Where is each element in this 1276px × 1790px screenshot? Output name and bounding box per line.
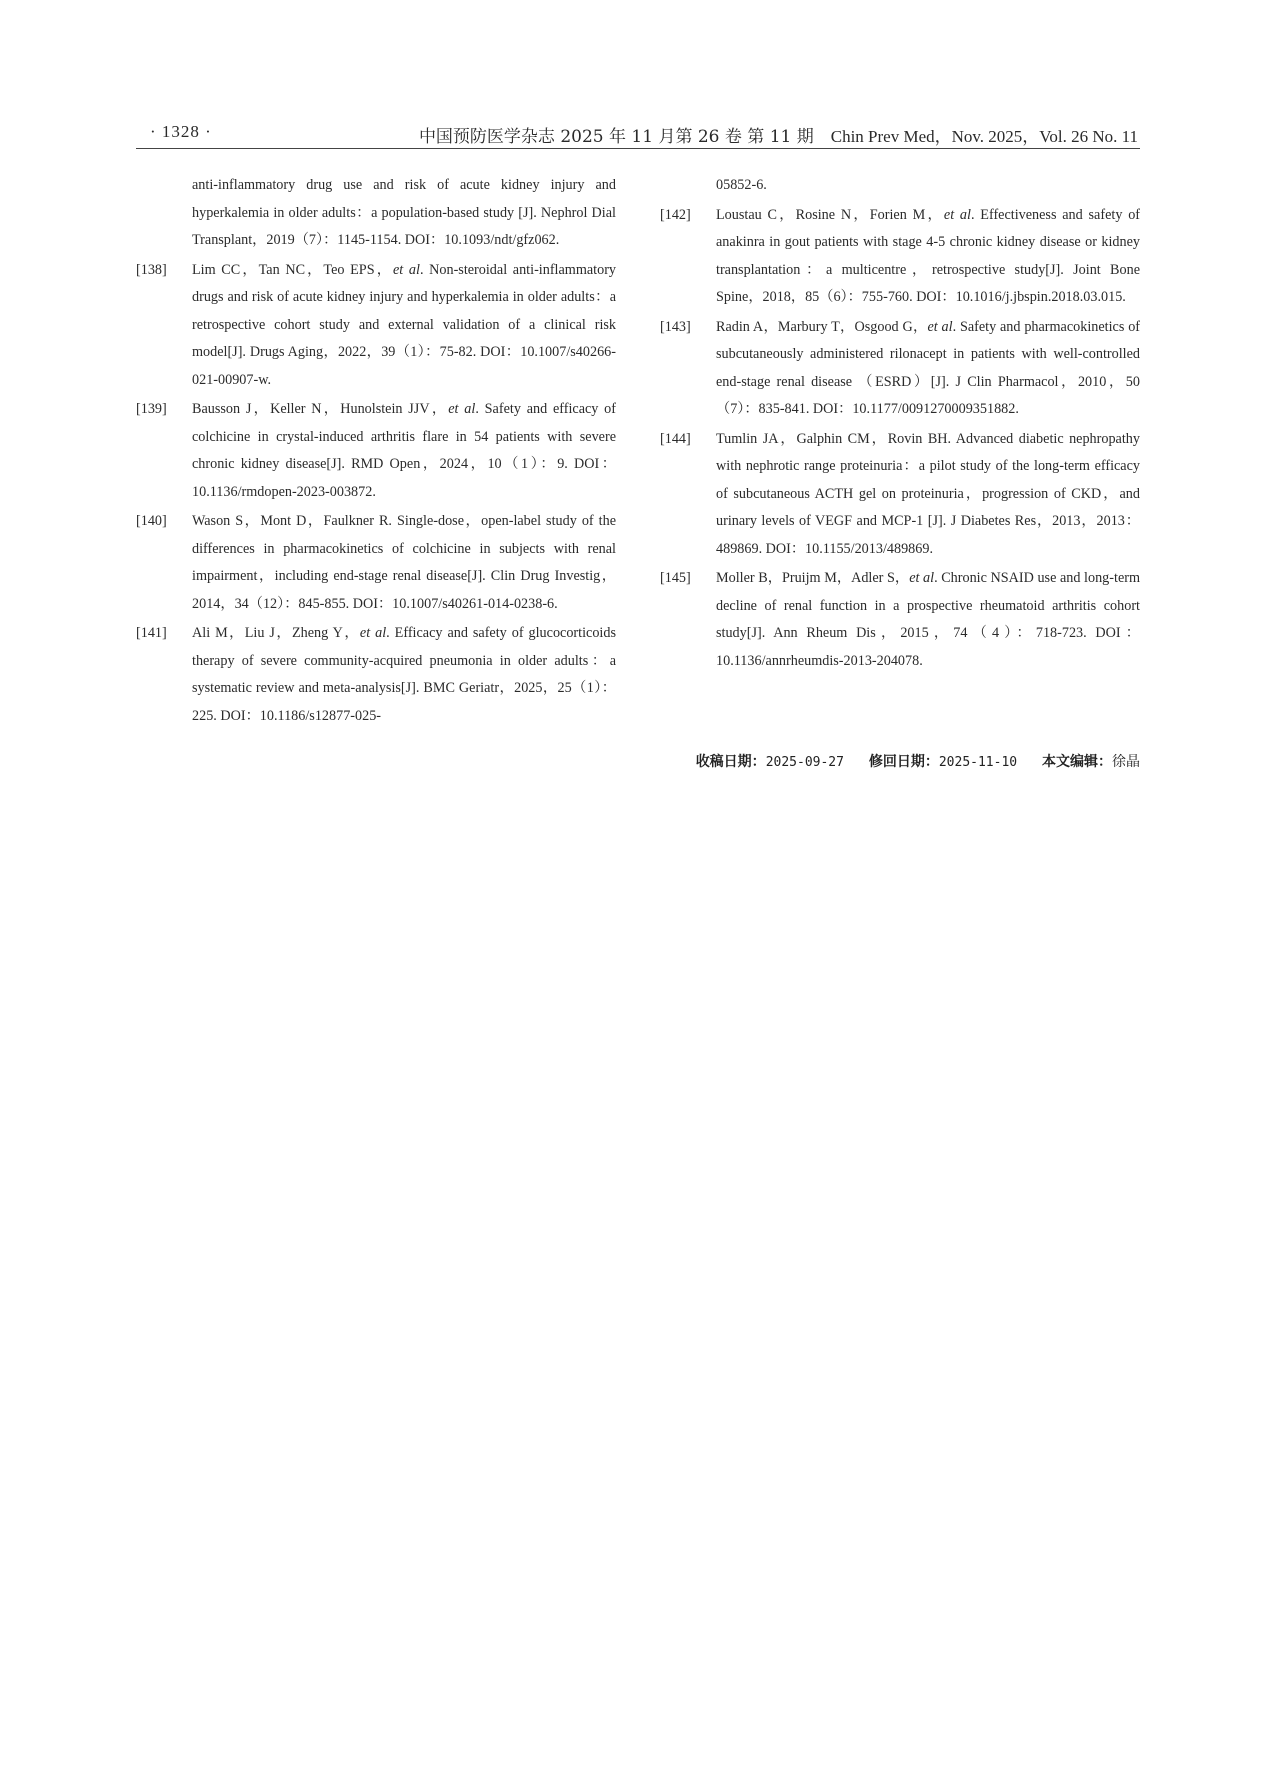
reference-text: Moller B，Pruijm M，Adler S，et al. Chronic NSAID use and long-term decline of renal function in a prospective rheumatoid arthritis cohort study[J]. Ann Rheum Dis，2015，74（4）：718-723. DOI：10.1136/annrheumdis-2013-204078. <box>716 570 1141 669</box>
reference-item <box>136 620 616 730</box>
reference-number: [144] <box>660 430 691 447</box>
reference-number: [138] <box>136 261 167 278</box>
reference-number: [142] <box>660 206 691 223</box>
editor-label: 本文编辑： <box>1042 754 1112 770</box>
reference-text: Ali M，Liu J，Zheng Y，et al. Efficacy and safety of glucocorticoids therapy of severe community-acquired pneumonia in older adults：a systematic review and meta-analysis[J]. BMC Geriatr，2025，25（1）：225. DOI：10.1186/s12877-025- <box>192 625 616 724</box>
reference-continuation: anti-inflammatory drug use and risk of acute kidney injury and hyperkalemia in older adults：a population-based study [J]. Nephrol Dial Transplant，2019（7）：1145-1154. DOI：10.1093/ndt/gfz062. <box>192 177 616 248</box>
reference-number: [143] <box>660 318 691 335</box>
reference-item <box>660 426 1140 564</box>
reference-item <box>136 396 616 506</box>
revised-date: 2025-11-10 <box>938 755 1018 770</box>
journal-name-en: Chin Prev Med，Nov. 2025，Vol. 26 No. 11 <box>830 127 1138 146</box>
reference-item <box>660 314 1140 424</box>
page-number: · 1328 · <box>150 122 212 141</box>
journal-name-zh: 中国预防医学杂志 2025 年 11 月第 26 卷 第 11 期 <box>418 127 814 147</box>
article-dates-footer <box>696 751 1140 771</box>
left-column <box>136 172 616 732</box>
reference-continuation: 05852-6. <box>716 177 767 193</box>
reference-number: [141] <box>136 625 167 641</box>
reference-item <box>136 508 616 618</box>
received-label: 收稿日期： <box>695 754 766 770</box>
reference-item <box>660 202 1140 312</box>
reference-text: Radin A，Marbury T，Osgood G，et al. Safety and pharmacokinetics of subcutaneously administered rilonacept in patients with well-controlled end-stage renal disease （ESRD）[J]. J Clin Pharmacol，2010，50（7）：835-841. DOI：10.1177/0091270009351882. <box>716 318 1141 417</box>
reference-text: Lim CC，Tan NC，Teo EPS，et al. Non-steroidal anti-inflammatory drugs and risk of acute kidney injury and hyperkalemia in older adults：a retrospective cohort study and external validation of a clinical risk model[J]. Drugs Aging，2022，39（1）：75-82. DOI：10.1007/s40266-021-00907-w. <box>192 261 617 388</box>
reference-number: [145] <box>660 570 691 586</box>
editor-name: 徐晶 <box>1112 754 1140 770</box>
reference-text: Bausson J，Keller N，Hunolstein JJV，et al. Safety and efficacy of colchicine in crystal-induced arthritis flare in 54 patients with severe chronic kidney disease[J]. RMD Open，2024，10（1）：9. DOI：10.1136/rmdopen-2023-003872. <box>192 401 616 500</box>
reference-item <box>660 565 1140 675</box>
journal-citation <box>419 122 1138 147</box>
reference-text: Tumlin JA，Galphin CM，Rovin BH. Advanced diabetic nephropathy with nephrotic range proteinuria：a pilot study of the long-term efficacy of subcutaneous ACTH gel on proteinuria，progression of CKD，and urinary levels of VEGF and MCP-1 [J]. J Diabetes Res，2013，2013：489869. DOI：10.1155/2013/489869. <box>716 430 1140 557</box>
revised-label: 修回日期： <box>868 754 939 770</box>
reference-item <box>136 257 616 395</box>
reference-text: Loustau C，Rosine N，Forien M，et al. Effectiveness and safety of anakinra in gout patients with stage 4-5 chronic kidney disease or kidney transplantation：a multicentre，retrospective study[J]. Joint Bone Spine，2018，85（6）：755-760. DOI：10.1016/j.jbspin.2018.03.015. <box>716 206 1141 305</box>
reference-number: [139] <box>136 401 167 417</box>
reference-text: Wason S，Mont D，Faulkner R. Single-dose，open-label study of the differences in pharmacokinetics of colchicine in subjects with renal impairment，including end-stage renal disease[J]. Clin Drug Investig，2014，34（12）：845-855. DOI：10.1007/s40261-014-0238-6. <box>192 513 616 612</box>
received-date: 2025-09-27 <box>765 755 844 770</box>
running-header <box>136 118 1140 149</box>
reference-number: [140] <box>136 513 167 529</box>
right-column <box>660 172 1140 677</box>
